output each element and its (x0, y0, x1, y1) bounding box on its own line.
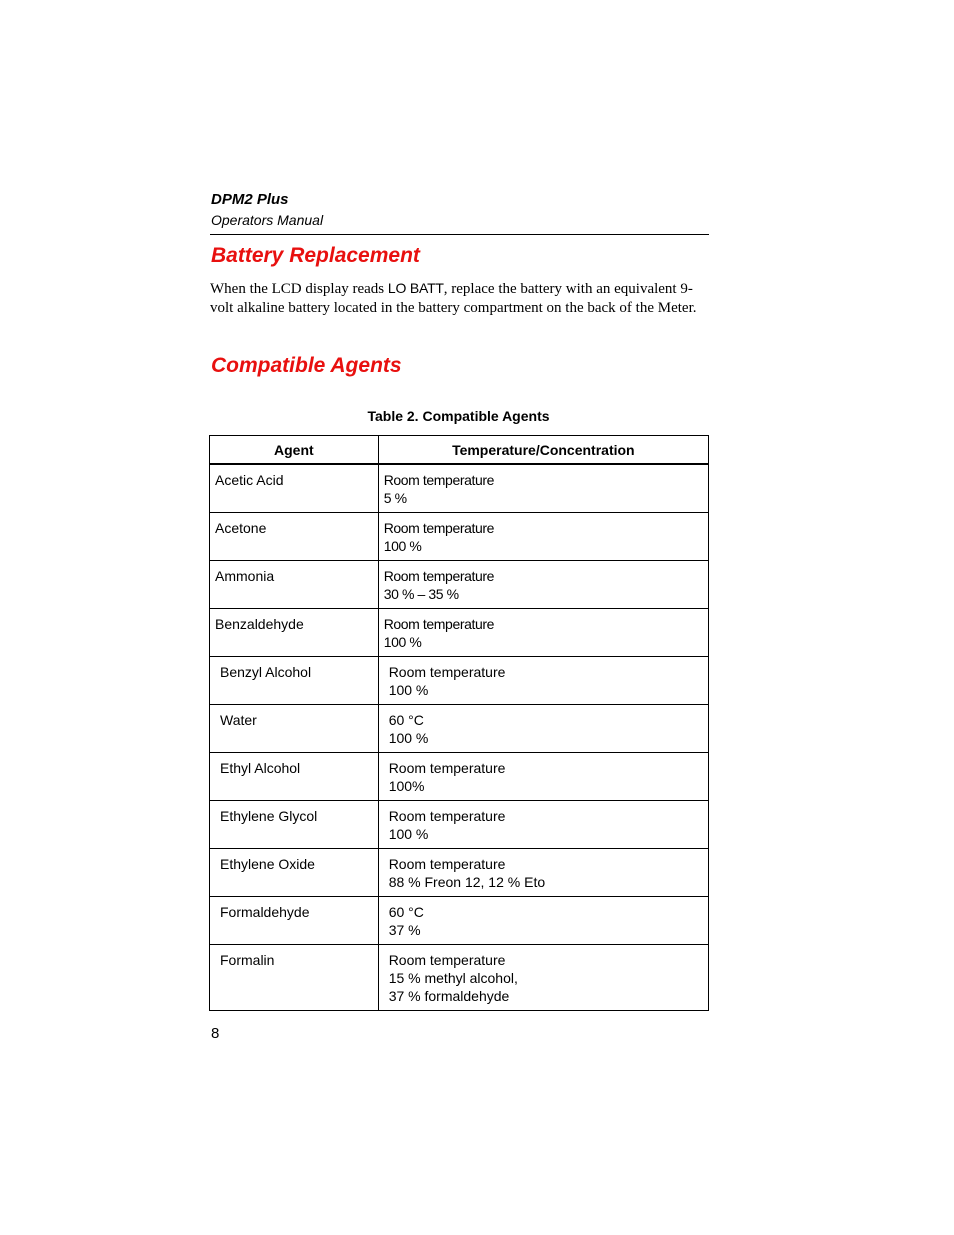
value-line: 60 °C (388, 712, 424, 728)
table-header-row (210, 436, 709, 465)
compatible-agents-table (209, 435, 709, 1011)
value-cell (378, 705, 708, 753)
column-header-temperature: Temperature/Concentration (378, 436, 708, 465)
agent-cell: Formalin (210, 945, 379, 1011)
battery-paragraph (210, 279, 709, 318)
value-cell (378, 609, 708, 657)
value-cell (378, 753, 708, 801)
battery-text-rest: , replace the battery with an equivalent 9-volt alkaline battery located in the battery compartment on the back of the Meter. (210, 281, 697, 316)
column-header-agent: Agent (210, 436, 379, 465)
agent-cell: Acetone (210, 513, 379, 561)
agent-cell: Water (210, 705, 379, 753)
agent-cell: Formaldehyde (210, 897, 379, 945)
agent-cell: Benzaldehyde (210, 609, 379, 657)
value-line: Room temperature (383, 616, 495, 632)
lcd-message: LO BATT (387, 280, 444, 296)
value-cell (378, 464, 708, 513)
value-line: 37 % (388, 922, 421, 938)
running-header-manual: Operators Manual (211, 212, 324, 228)
agent-cell: Acetic Acid (210, 464, 379, 513)
value-cell (378, 897, 708, 945)
value-line: 100 % (388, 826, 429, 842)
value-cell (378, 561, 708, 609)
value-line: Room temperature (388, 808, 506, 824)
table-row (210, 657, 709, 705)
value-cell (378, 849, 708, 897)
value-cell (378, 945, 708, 1011)
table-row (210, 705, 709, 753)
table-row (210, 897, 709, 945)
value-line: Room temperature (388, 952, 506, 968)
agent-cell: Ammonia (210, 561, 379, 609)
value-line: 5 % (383, 490, 407, 506)
header-rule (210, 234, 709, 235)
value-line: 100 % (383, 634, 422, 650)
value-line: 88 % Freon 12, 12 % Eto (388, 874, 546, 890)
value-line: Room temperature (388, 664, 506, 680)
agent-cell: Benzyl Alcohol (210, 657, 379, 705)
value-line: 30 % – 35 % (383, 586, 459, 602)
table-row (210, 561, 709, 609)
page-number: 8 (211, 1025, 220, 1042)
value-line: 100 % (383, 538, 422, 554)
value-line: 100% (388, 778, 425, 794)
battery-text-lead: When the LCD display reads (210, 281, 388, 297)
table-row (210, 464, 709, 513)
battery-replacement-heading: Battery Replacement (211, 244, 420, 267)
value-line: Room temperature (383, 520, 495, 536)
table-row (210, 609, 709, 657)
agent-cell: Ethylene Glycol (210, 801, 379, 849)
compatible-agents-heading: Compatible Agents (211, 354, 402, 377)
value-line: 60 °C (388, 904, 424, 920)
agent-cell: Ethyl Alcohol (210, 753, 379, 801)
value-line: Room temperature (388, 856, 506, 872)
table-row (210, 849, 709, 897)
agent-cell: Ethylene Oxide (210, 849, 379, 897)
value-line: Room temperature (383, 568, 495, 584)
table-row (210, 513, 709, 561)
value-line: Room temperature (388, 760, 506, 776)
table-row (210, 801, 709, 849)
value-line: 15 % methyl alcohol, (388, 970, 518, 986)
table-row (210, 753, 709, 801)
value-line: 100 % (388, 682, 429, 698)
running-header-product: DPM2 Plus (211, 191, 289, 208)
value-cell (378, 513, 708, 561)
table-caption: Table 2. Compatible Agents (367, 408, 550, 424)
value-line: Room temperature (383, 472, 495, 488)
value-line: 100 % (388, 730, 429, 746)
value-line: 37 % formaldehyde (388, 988, 510, 1004)
table-row (210, 945, 709, 1011)
value-cell (378, 801, 708, 849)
value-cell (378, 657, 708, 705)
